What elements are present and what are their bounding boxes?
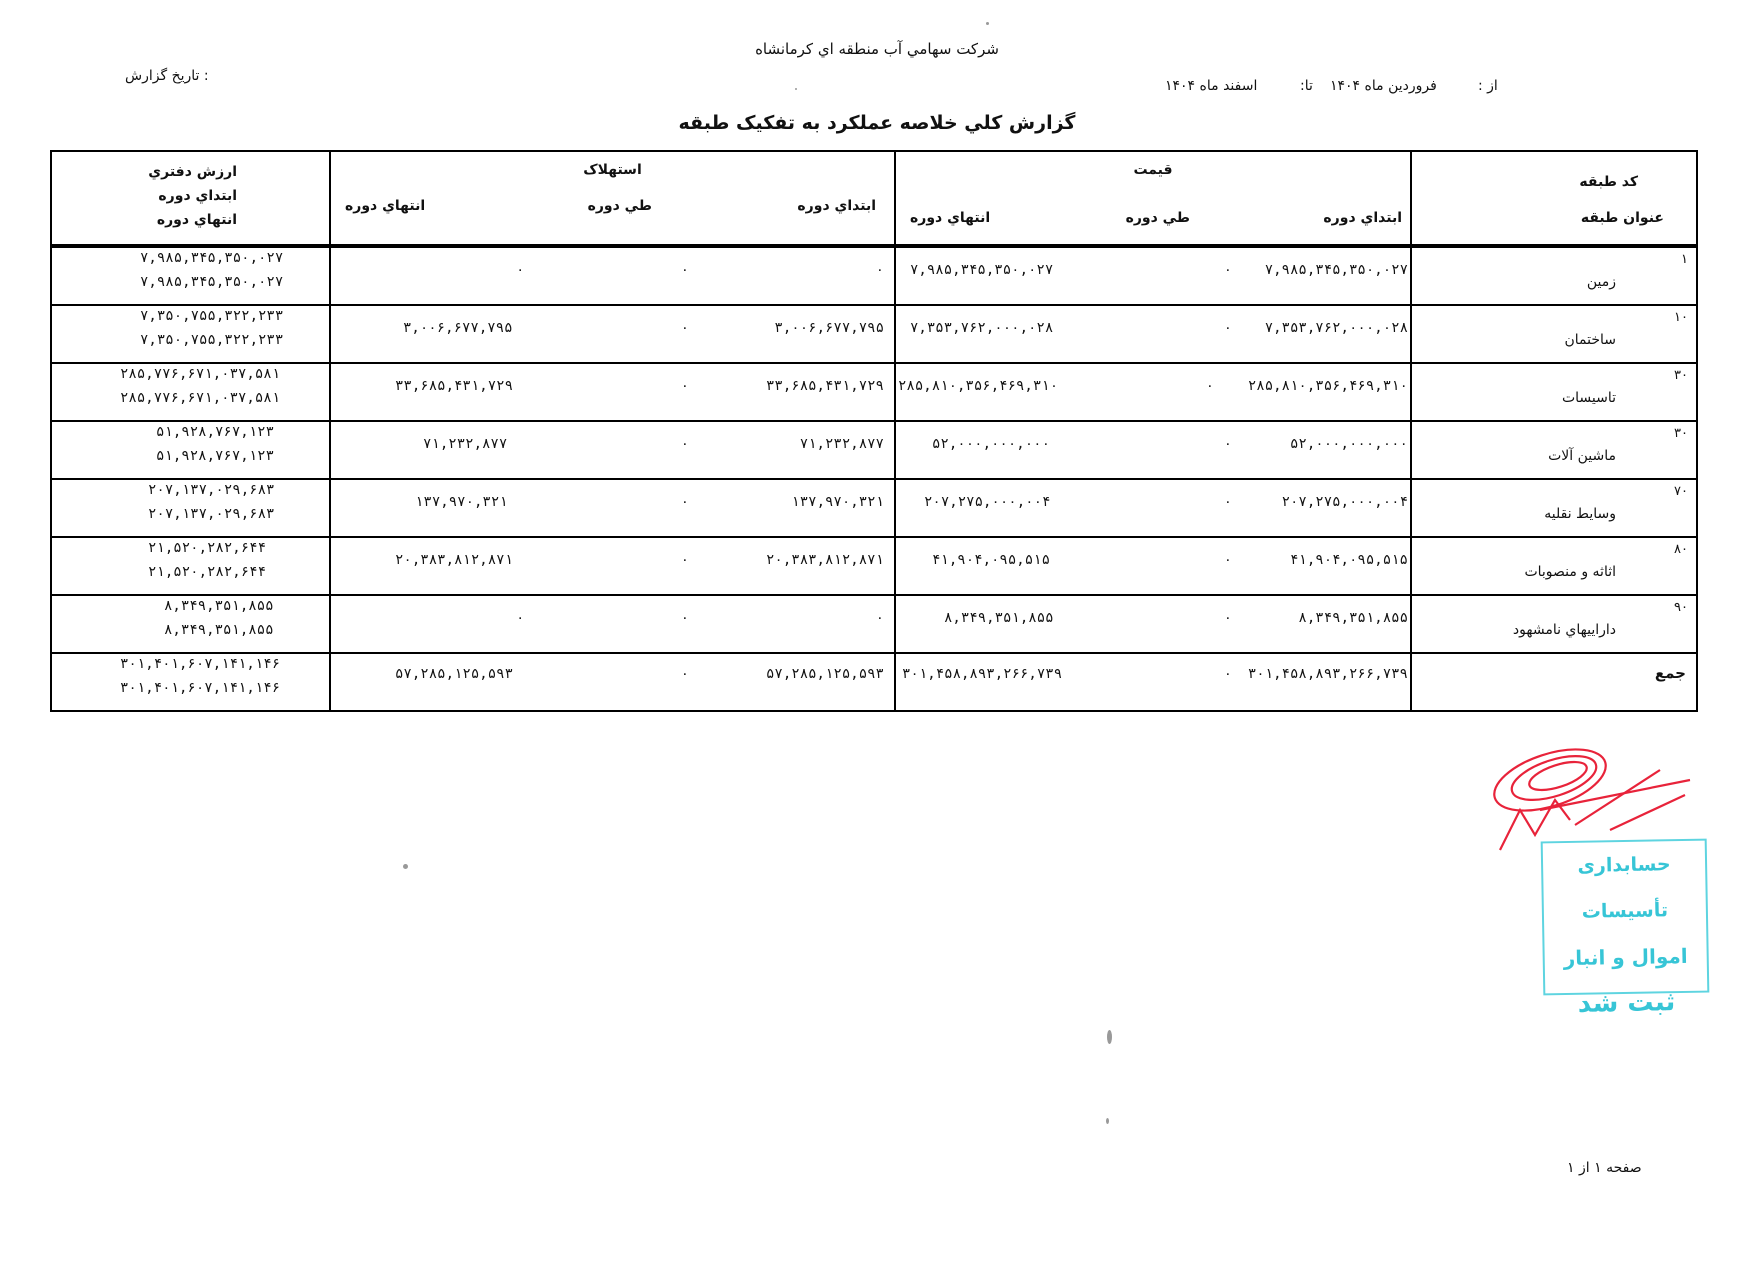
- dep-end: ۳۳,۶۸۵,۴۳۱,۷۲۹: [395, 378, 514, 394]
- price-end: ۸,۳۴۹,۳۵۱,۸۵۵: [944, 610, 1054, 626]
- dep-during: ۰: [680, 494, 689, 510]
- price-start: ۲۰۷,۲۷۵,۰۰۰,۰۰۴: [1281, 494, 1408, 510]
- table-row: [51, 479, 1697, 537]
- company-name: شرکت سهامي آب منطقه اي کرمانشاه: [755, 40, 999, 58]
- dep-during: ۰: [680, 378, 689, 394]
- total-book-start: ۳۰۱,۴۰۱,۶۰۷,۱۴۱,۱۴۶: [120, 656, 281, 672]
- total-price-during: ۰: [1223, 666, 1232, 682]
- scan-speck: [986, 22, 989, 25]
- price-start: ۸,۳۴۹,۳۵۱,۸۵۵: [1298, 610, 1408, 626]
- book-start: ۸,۳۴۹,۳۵۱,۸۵۵: [164, 598, 274, 614]
- col-price-label: قيمت: [1133, 162, 1173, 178]
- price-during: ۰: [1223, 320, 1232, 336]
- class-title: تاسيسات: [1561, 390, 1616, 406]
- total-book-end: ۳۰۱,۴۰۱,۶۰۷,۱۴۱,۱۴۶: [120, 680, 281, 696]
- stamp-line-1: حسابداری تأسیسات: [1577, 853, 1671, 923]
- dep-end: ۳,۰۰۶,۶۷۷,۷۹۵: [403, 320, 513, 336]
- book-end: ۲۸۵,۷۷۶,۶۷۱,۰۳۷,۵۸۱: [120, 390, 281, 406]
- price-start: ۷,۳۵۳,۷۶۲,۰۰۰,۰۲۸: [1264, 320, 1408, 336]
- table-row: [51, 537, 1697, 595]
- class-title: وسايط نقليه: [1544, 506, 1616, 522]
- total-dep-end: ۵۷,۲۸۵,۱۲۵,۵۹۳: [395, 666, 514, 682]
- total-dep-start: ۵۷,۲۸۵,۱۲۵,۵۹۳: [765, 666, 884, 682]
- dep-start: ۰: [875, 610, 884, 626]
- book-start: ۷,۹۸۵,۳۴۵,۳۵۰,۰۲۷: [140, 250, 284, 266]
- to-label: تا:: [1300, 78, 1313, 94]
- class-title: ساختمان: [1564, 332, 1616, 348]
- stamp-line-3: ثبت شد: [1577, 987, 1676, 1019]
- class-title: زمين: [1586, 274, 1616, 290]
- col-title-label: عنوان طبقه: [1580, 210, 1664, 226]
- dep-start: ۳۳,۶۸۵,۴۳۱,۷۲۹: [765, 378, 884, 394]
- class-title: داراييهاي نامشهود: [1512, 622, 1616, 638]
- class-code: ۳۰: [1674, 426, 1688, 441]
- price-during: ۰: [1223, 436, 1232, 452]
- class-title: اثاثه و منصوبات: [1524, 564, 1616, 580]
- dep-end: ۷۱,۲۳۲,۸۷۷: [423, 436, 508, 452]
- table-row: [51, 363, 1697, 421]
- scan-speck: [1107, 1030, 1112, 1044]
- dep-during: ۰: [680, 436, 689, 452]
- book-end: ۷,۹۸۵,۳۴۵,۳۵۰,۰۲۷: [140, 274, 284, 290]
- total-dep-during: ۰: [680, 666, 689, 682]
- dep-start: ۲۰,۳۸۳,۸۱۲,۸۷۱: [765, 552, 884, 568]
- dep-during: ۰: [680, 262, 689, 278]
- price-end: ۲۸۵,۸۱۰,۳۵۶,۴۶۹,۳۱۰: [898, 378, 1059, 394]
- price-during: ۰: [1223, 552, 1232, 568]
- book-end: ۷,۳۵۰,۷۵۵,۳۲۲,۲۳۳: [140, 332, 284, 348]
- price-start: ۵۲,۰۰۰,۰۰۰,۰۰۰: [1289, 436, 1408, 452]
- price-end: ۴۱,۹۰۴,۰۹۵,۵۱۵: [932, 552, 1051, 568]
- price-start: ۲۸۵,۸۱۰,۳۵۶,۴۶۹,۳۱۰: [1247, 378, 1408, 394]
- class-code: ۱۰: [1674, 310, 1688, 325]
- table-row: [51, 595, 1697, 653]
- price-end: ۵۲,۰۰۰,۰۰۰,۰۰۰: [932, 436, 1051, 452]
- class-code: ۸۰: [1674, 542, 1688, 557]
- dep-during: ۰: [680, 320, 689, 336]
- class-code: ۱: [1681, 252, 1688, 267]
- table-row: [51, 305, 1697, 363]
- total-price-end: ۳۰۱,۴۵۸,۸۹۳,۲۶۶,۷۳۹: [902, 666, 1063, 682]
- dep-end: ۰: [516, 262, 525, 278]
- price-start-label: ابتداي دوره: [1323, 210, 1402, 226]
- col-depreciation-label: استهلاک: [583, 162, 642, 178]
- book-end: ۲۱,۵۲۰,۲۸۲,۶۴۴: [148, 564, 267, 580]
- scan-speck: [795, 88, 797, 90]
- book-start-label: ابتداي دوره: [158, 188, 237, 204]
- book-end: ۵۱,۹۲۸,۷۶۷,۱۲۳: [156, 448, 275, 464]
- col-book-value-label: ارزش دفتري: [148, 164, 237, 180]
- book-start: ۲۱,۵۲۰,۲۸۲,۶۴۴: [148, 540, 267, 556]
- dep-end: ۲۰,۳۸۳,۸۱۲,۸۷۱: [395, 552, 514, 568]
- table-row: [51, 246, 1697, 305]
- book-start: ۲۰۷,۱۳۷,۰۲۹,۶۸۳: [148, 482, 275, 498]
- total-price-start: ۳۰۱,۴۵۸,۸۹۳,۲۶۶,۷۳۹: [1247, 666, 1408, 682]
- dep-during-label: طي دوره: [587, 198, 652, 214]
- summary-table: [50, 150, 1698, 712]
- header-depreciation: [330, 151, 895, 246]
- dep-end: ۰: [516, 610, 525, 626]
- price-start: ۷,۹۸۵,۳۴۵,۳۵۰,۰۲۷: [1264, 262, 1408, 278]
- price-during: ۰: [1223, 610, 1232, 626]
- header-price: [895, 151, 1411, 246]
- book-end: ۲۰۷,۱۳۷,۰۲۹,۶۸۳: [148, 506, 275, 522]
- book-end-label: انتهاي دوره: [156, 212, 237, 228]
- class-code: ۷۰: [1674, 484, 1688, 499]
- price-during: ۰: [1205, 378, 1214, 394]
- table-row: [51, 421, 1697, 479]
- scan-speck: [403, 864, 408, 869]
- dep-end-label: انتهاي دوره: [345, 198, 426, 214]
- price-end: ۷,۹۸۵,۳۴۵,۳۵۰,۰۲۷: [910, 262, 1054, 278]
- dep-during: ۰: [680, 552, 689, 568]
- dep-start: ۱۳۷,۹۷۰,۳۲۱: [791, 494, 884, 510]
- report-date-label: : تاريخ گزارش: [125, 68, 209, 84]
- dep-start: ۰: [875, 262, 884, 278]
- class-code: ۳۰: [1674, 368, 1688, 383]
- report-title: گزارش کلي خلاصه عملکرد به تفکيک طبقه: [678, 112, 1076, 134]
- price-end: ۷,۳۵۳,۷۶۲,۰۰۰,۰۲۸: [910, 320, 1054, 336]
- price-during: ۰: [1223, 494, 1232, 510]
- header-class: [1411, 151, 1697, 246]
- page-number: صفحه ۱ از ۱: [1567, 1160, 1642, 1176]
- scan-speck: [1106, 1118, 1109, 1124]
- book-end: ۸,۳۴۹,۳۵۱,۸۵۵: [164, 622, 274, 638]
- total-label: جمع: [1654, 664, 1686, 682]
- table-header: [51, 151, 1697, 246]
- total-row: [51, 653, 1697, 711]
- accounting-stamp: [1541, 839, 1710, 1019]
- from-value: فروردين ماه ۱۴۰۴: [1330, 78, 1437, 94]
- from-label: از :: [1478, 78, 1498, 94]
- dep-end: ۱۳۷,۹۷۰,۳۲۱: [415, 494, 508, 510]
- book-start: ۲۸۵,۷۷۶,۶۷۱,۰۳۷,۵۸۱: [120, 366, 281, 382]
- dep-during: ۰: [680, 610, 689, 626]
- class-title: ماشين آلات: [1548, 448, 1616, 464]
- price-start: ۴۱,۹۰۴,۰۹۵,۵۱۵: [1289, 552, 1408, 568]
- price-during-label: طي دوره: [1125, 210, 1190, 226]
- stamp-line-2: اموال و انبار: [1563, 943, 1688, 971]
- class-code: ۹۰: [1674, 600, 1688, 615]
- col-code-label: کد طبقه: [1579, 174, 1638, 190]
- price-end-label: انتهاي دوره: [910, 210, 991, 226]
- price-end: ۲۰۷,۲۷۵,۰۰۰,۰۰۴: [924, 494, 1051, 510]
- price-during: ۰: [1223, 262, 1232, 278]
- dep-start: ۳,۰۰۶,۶۷۷,۷۹۵: [774, 320, 884, 336]
- dep-start: ۷۱,۲۳۲,۸۷۷: [799, 436, 884, 452]
- to-value: اسفند ماه ۱۴۰۴: [1165, 78, 1258, 94]
- dep-start-label: ابتداي دوره: [797, 198, 876, 214]
- book-start: ۷,۳۵۰,۷۵۵,۳۲۲,۲۳۳: [140, 308, 284, 324]
- book-start: ۵۱,۹۲۸,۷۶۷,۱۲۳: [156, 424, 275, 440]
- header-book-value: [51, 151, 330, 246]
